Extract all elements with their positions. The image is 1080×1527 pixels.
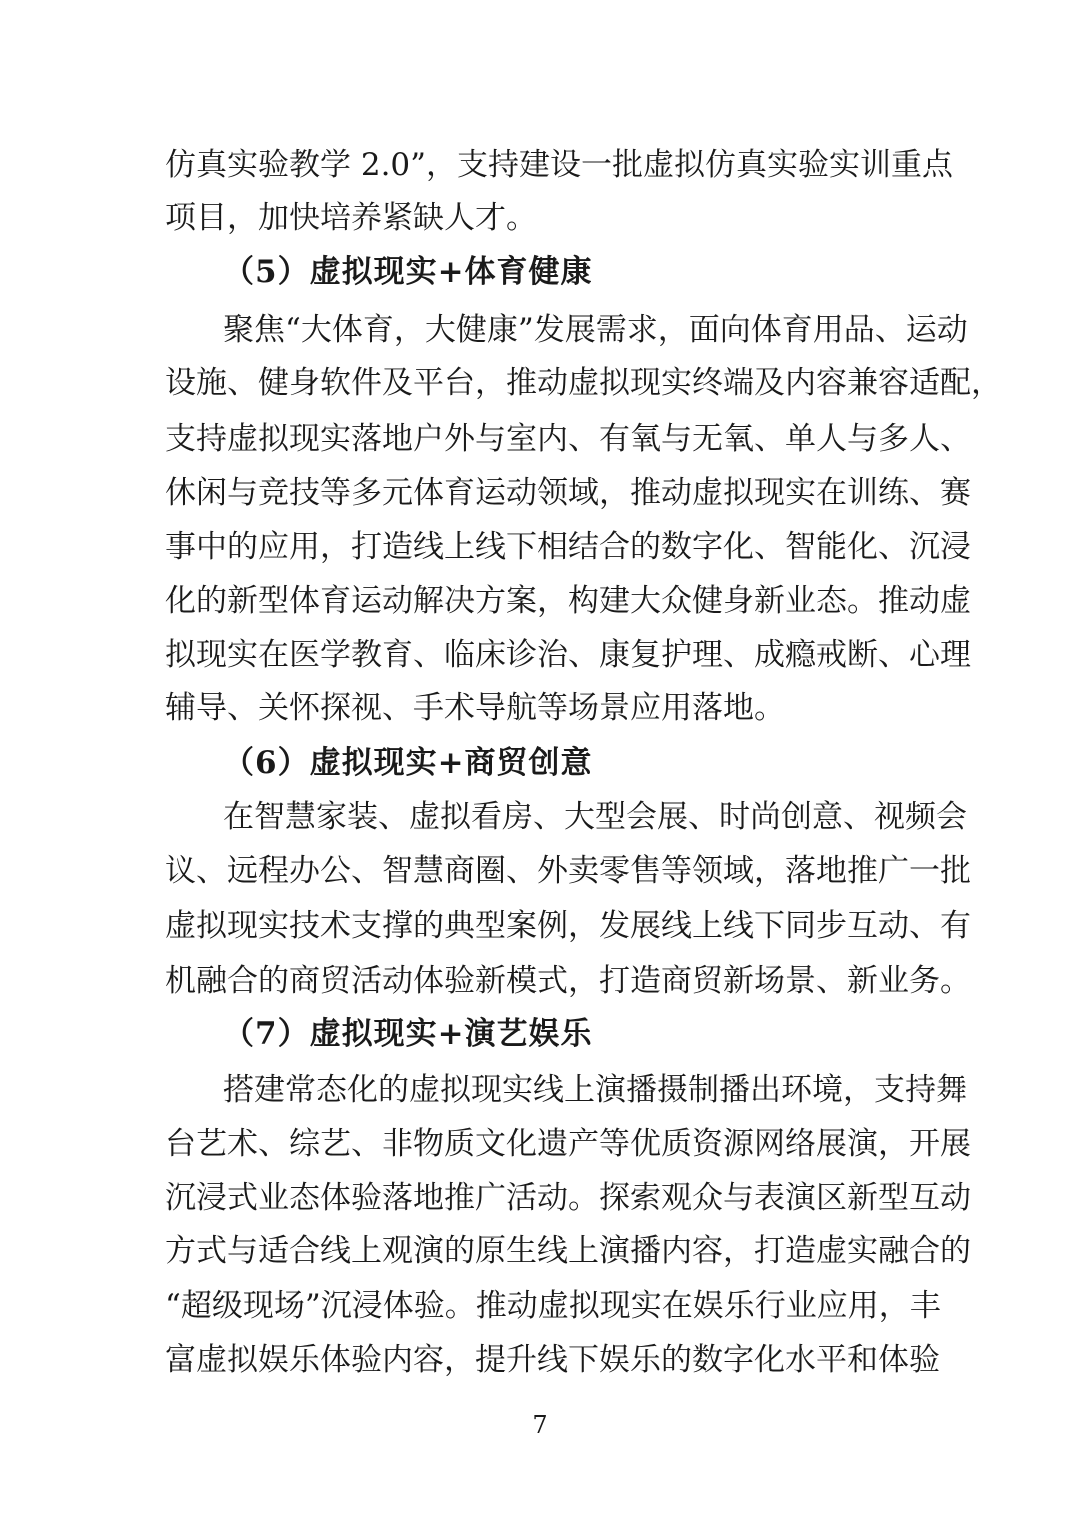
paragraph-first-line: 在智慧家装、虚拟看房、大型会展、时尚创意、视频会 [223, 799, 967, 835]
section-heading-6: （6）虚拟现实+商贸创意 [223, 745, 593, 781]
body-text-line: 台艺术、综艺、非物质文化遗产等优质资源网络展演，开展 [165, 1126, 971, 1162]
body-text-line: 仿真实验教学 2.0”，支持建设一批虚拟仿真实验实训重点 [165, 147, 953, 183]
body-text-line: 项目，加快培养紧缺人才。 [165, 200, 537, 236]
section-heading-7: （7）虚拟现实+演艺娱乐 [223, 1016, 593, 1052]
body-text-line: 机融合的商贸活动体验新模式，打造商贸新场景、新业务。 [165, 963, 971, 999]
body-text-line: 事中的应用，打造线上线下相结合的数字化、智能化、沉浸 [165, 529, 971, 565]
body-text-line: 设施、健身软件及平台，推动虚拟现实终端及内容兼容适配， [165, 365, 1002, 401]
paragraph-first-line: 搭建常态化的虚拟现实线上演播摄制播出环境，支持舞 [223, 1072, 967, 1108]
body-text-line: 休闲与竞技等多元体育运动领域，推动虚拟现实在训练、赛 [165, 475, 971, 511]
paragraph-first-line: 聚焦“大体育，大健康”发展需求，面向体育用品、运动 [223, 312, 968, 348]
body-text-line: 拟现实在医学教育、临床诊治、康复护理、成瘾戒断、心理 [165, 637, 971, 673]
body-text-line: 议、远程办公、智慧商圈、外卖零售等领域，落地推广一批 [165, 853, 971, 889]
body-text-line: 沉浸式业态体验落地推广活动。探索观众与表演区新型互动 [165, 1180, 971, 1216]
page-number: 7 [532, 1411, 548, 1439]
body-text-line: 方式与适合线上观演的原生线上演播内容，打造虚实融合的 [165, 1233, 971, 1269]
body-text-line: 虚拟现实技术支撑的典型案例，发展线上线下同步互动、有 [165, 908, 971, 944]
section-heading-5: （5）虚拟现实+体育健康 [223, 254, 593, 290]
body-text-line: 辅导、关怀探视、手术导航等场景应用落地。 [165, 690, 785, 726]
body-text-line: 支持虚拟现实落地户外与室内、有氧与无氧、单人与多人、 [165, 421, 971, 457]
body-text-line: 化的新型体育运动解决方案，构建大众健身新业态。推动虚 [165, 583, 971, 619]
body-text-line: 富虚拟娱乐体验内容，提升线下娱乐的数字化水平和体验 [165, 1342, 940, 1378]
body-text-line: “超级现场”沉浸体验。推动虚拟现实在娱乐行业应用，丰 [165, 1288, 941, 1324]
